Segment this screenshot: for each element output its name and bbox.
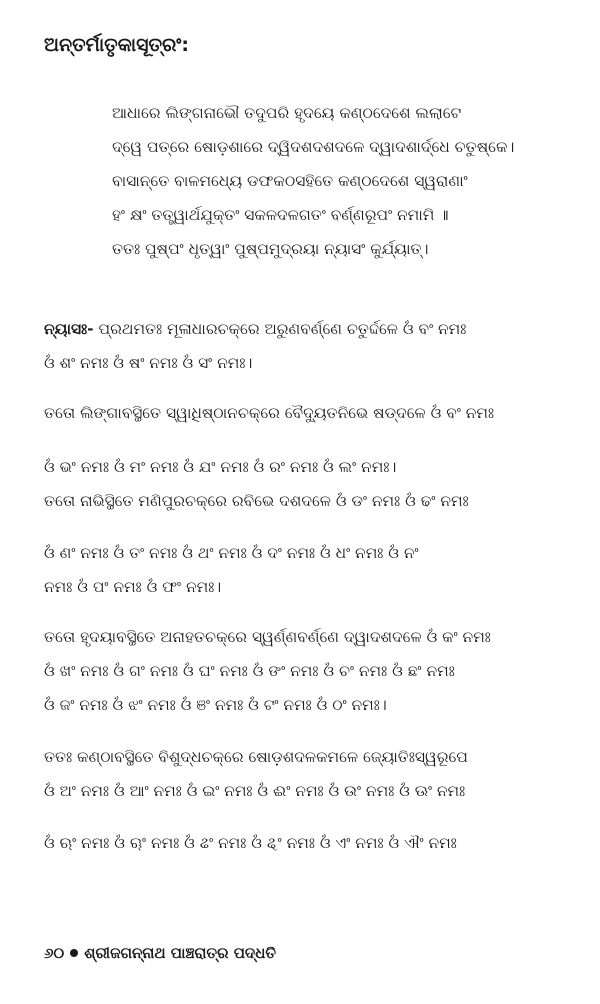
page-footer xyxy=(44,944,276,962)
text-span: ପ୍ରଥମତଃ ମୂଳାଧାରଚକ୍ରେ ଅରୁଣବର୍ଣ୍ଣେ ଚତୁର୍ଦ୍ଦଳେ ଓଁ ବଂ ନମଃ xyxy=(93,320,467,338)
page-number: ୬୦ xyxy=(44,944,65,962)
paragraph-manipura xyxy=(44,450,596,518)
text-line: ଓଁ ଜଂ ନମଃ ଓଁ ଝଂ ନମଃ ଓଁ ଞଂ ନମଃ ଓଁ ଟଂ ନମଃ ଓଁ ଠଂ ନମଃ। xyxy=(44,696,387,714)
text-line: ଓଁ ଅଂ ନମଃ ଓଁ ଆଂ ନମଃ ଓଁ ଇଂ ନମଃ ଓଁ ଈଂ ନମଃ ଓଁ ଉଂ ନମଃ ଓଁ ଊଂ ନମଃ xyxy=(44,782,466,800)
text-line: ନମଃ ଓଁ ପଂ ନମଃ ଓଁ ଫଂ ନମଃ। xyxy=(44,578,222,596)
verse-line: ଆଧାରେ ଲିଙ୍ଗନାଭୌ ତଦୁପରି ହୃଦୟେ କଣ୍ଠଦେଶେ ଲଲାଟେ xyxy=(112,104,462,122)
paragraph-vishuddha xyxy=(44,740,596,808)
text-line: ଓଁ ଖଂ ନମଃ ଓଁ ଗଂ ନମଃ ଓଁ ଘଂ ନମଃ ଓଁ ଙଂ ନମଃ ଓଁ ଚଂ ନମଃ ଓଁ ଛଂ ନମଃ xyxy=(44,662,455,680)
book-title: ଶ୍ରୀଜଗନ୍ନାଥ ପାଞ୍ଚରାତ୍ର ପଦ୍ଧତି xyxy=(84,944,277,962)
verse-line: ହଂ କ୍ଷଂ ତତ୍ତ୍ୱାର୍ଥଯୁକ୍ତଂ ସକଳଦଳଗତଂ ବର୍ଣ୍ଣରୂପଂ ନମାମି ॥ xyxy=(112,206,449,224)
text-line xyxy=(44,312,596,346)
verse-block xyxy=(112,96,592,266)
verse-line: ତତଃ ପୁଷ୍ପଂ ଧୃତ୍ୱାଂ ପୁଷ୍ପମୁଦ୍ରୟା ନ୍ୟାସଂ କୁର୍ଯ୍ୟାତ୍। xyxy=(112,240,429,258)
text-line: ତତଃ କଣ୍ଠାବସ୍ଥିତେ ବିଶୁଦ୍ଧଚକ୍ରେ ଷୋଡ଼ଶଦଳକମଳେ ଜ୍ୟୋତିଃସ୍ୱରୂପେ xyxy=(44,748,468,766)
nyasa-label: ନ୍ୟାସଃ- xyxy=(44,320,94,338)
text-line: ଓଁ ଭଂ ନମଃ ଓଁ ମଂ ନମଃ ଓଁ ଯଂ ନମଃ ଓଁ ରଂ ନମଃ ଓଁ ଲଂ ନମଃ। xyxy=(44,458,397,476)
bullet-dot-icon xyxy=(70,949,78,957)
nyasa-paragraph xyxy=(44,312,596,380)
text-line: ତତୋ ନାଭିସ୍ଥିତେ ମଣିପୁରଚକ୍ରେ ରବିଭେ ଦଶଦଳେ ଓଁ ଡଂ ନମଃ ଓଁ ଢଂ ନମଃ xyxy=(44,492,469,510)
text-line: ତତୋ ଲିଙ୍ଗାବସ୍ଥିତେ ସ୍ୱାଧିଷ୍ଠାନଚକ୍ରେ ବୈଦ୍ୟୁତନିଭେ ଷଡ୍‌ଦଳେ ଓଁ ବଂ ନମଃ xyxy=(44,404,495,422)
paragraph-manipura-cont xyxy=(44,536,596,604)
section-heading: ଅନ୍ତର୍ମାତୃକାସୂତ୍ରଂ: xyxy=(44,34,189,56)
text-line: ତତୋ ହୃଦୟାବସ୍ଥିତେ ଅନାହତଚକ୍ରେ ସ୍ୱର୍ଣ୍ଣବର୍ଣ୍ଣେ ଦ୍ୱାଦଶଦଳେ ଓଁ କଂ ନମଃ xyxy=(44,628,491,646)
paragraph-vishuddha-cont xyxy=(44,826,596,860)
paragraph-svadhisthana xyxy=(44,396,596,430)
text-line: ଓଁ ଋଂ ନମଃ ଓଁ ୠଂ ନମଃ ଓଁ ଌଂ ନମଃ ଓଁ ୡଂ ନମଃ ଓଁ ଏଂ ନମଃ ଓଁ ଐଂ ନମଃ xyxy=(44,834,457,852)
paragraph-anahata xyxy=(44,620,596,722)
verse-line: ଦ୍ୱେ ପତ୍ରେ ଷୋଡ଼ଶାରେ ଦ୍ୱିଦଶଦଶଦଳେ ଦ୍ୱାଦଶାର୍ଦ୍ଧେ ଚତୁଷ୍କେ। xyxy=(112,138,515,156)
verse-line: ବାସାନ୍ତେ ବାଳମଧ୍ୟେ ଡଫକଠସହିତେ କଣ୍ଠଦେଶେ ସ୍ୱରାଣାଂ xyxy=(112,172,468,190)
text-line: ଓଁ ଶଂ ନମଃ ଓଁ ଷଂ ନମଃ ଓଁ ସଂ ନମଃ। xyxy=(44,354,253,372)
text-line: ଓଁ ଣଂ ନମଃ ଓଁ ତଂ ନମଃ ଓଁ ଥଂ ନମଃ ଓଁ ଦଂ ନମଃ ଓଁ ଧଂ ନମଃ ଓଁ ନଂ xyxy=(44,544,419,562)
